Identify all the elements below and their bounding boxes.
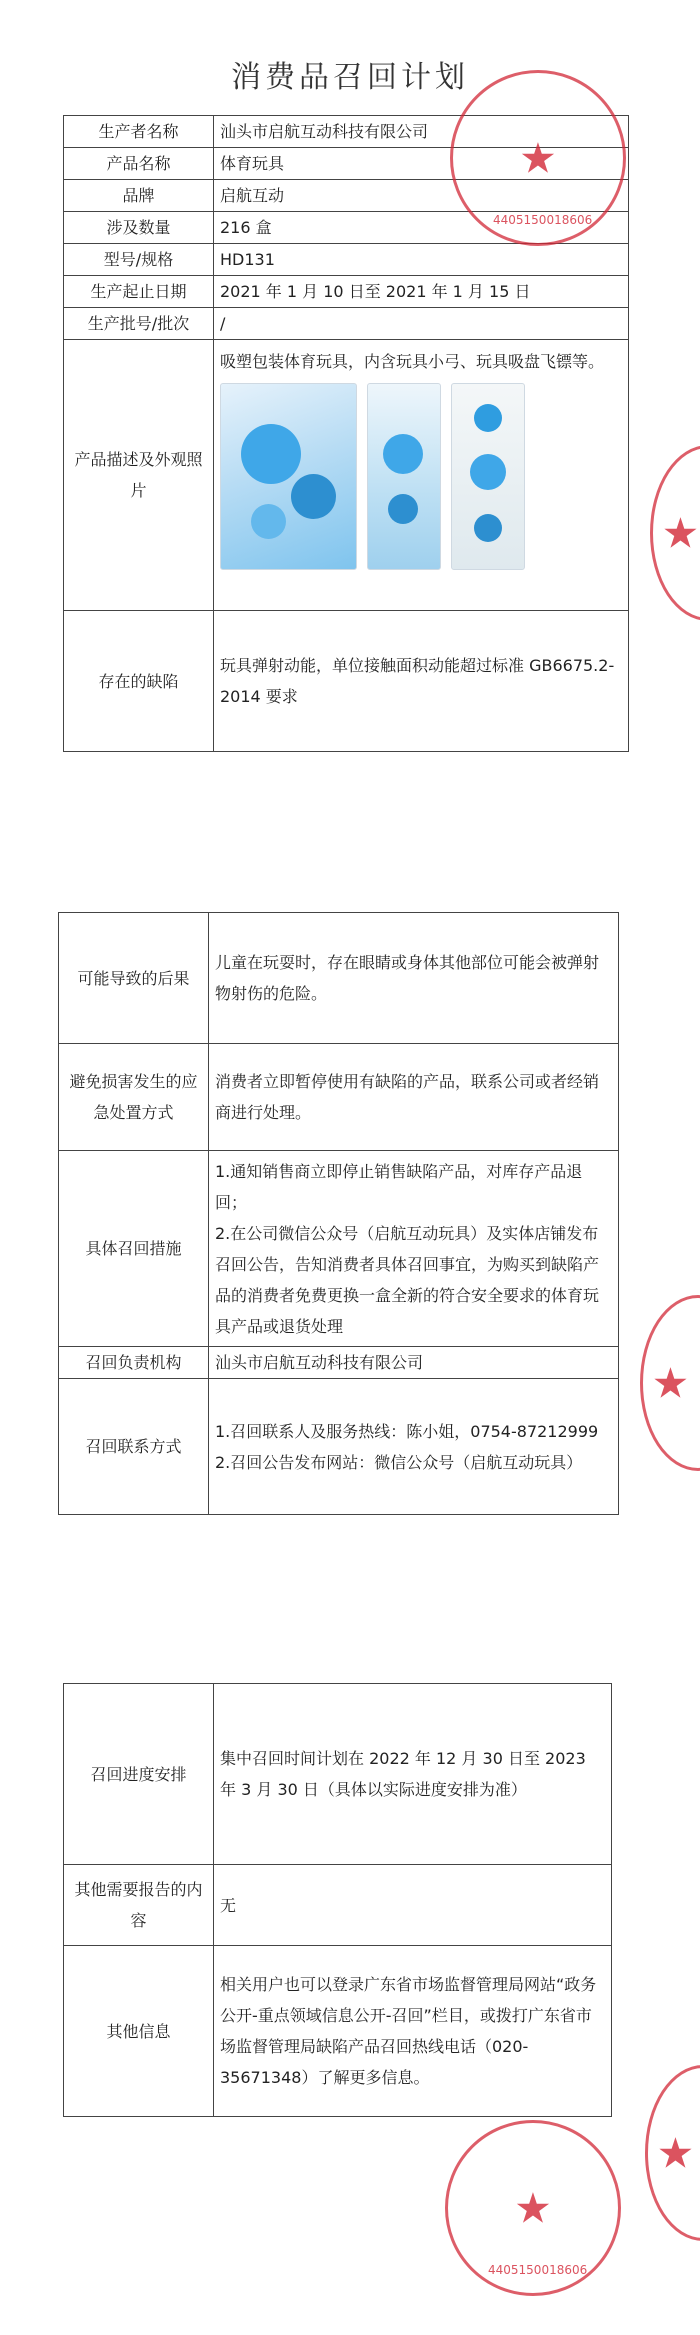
field-label: 避免损害发生的应急处置方式 <box>59 1044 209 1151</box>
product-photos <box>220 377 622 580</box>
description-text: 吸塑包装体育玩具，内含玩具小弓、玩具吸盘飞镖等。 <box>220 352 605 371</box>
model-value: HD131 <box>214 244 629 276</box>
field-label: 召回联系方式 <box>59 1379 209 1515</box>
manufacturer-value: 汕头市启航互动科技有限公司 <box>214 116 629 148</box>
report-value: 无 <box>214 1865 612 1946</box>
table-row <box>59 913 619 1044</box>
table-row <box>59 1151 619 1347</box>
table-row <box>64 244 629 276</box>
defect-value: 玩具弹射动能，单位接触面积动能超过标准 GB6675.2-2014 要求 <box>214 611 629 752</box>
field-label: 召回负责机构 <box>59 1347 209 1379</box>
emergency-value: 消费者立即暂停使用有缺陷的产品，联系公司或者经销商进行处理。 <box>209 1044 619 1151</box>
other-info-value: 相关用户也可以登录广东省市场监督管理局网站“政务公开-重点领域信息公开-召回”栏目，或拨打广东省市场监督管理局缺陷产品召回热线电话（020-35671348）了解更多信息。 <box>214 1946 612 2117</box>
field-label: 产品名称 <box>64 148 214 180</box>
company-seal-stamp-edge: ★ <box>645 2065 700 2241</box>
recall-schedule-table <box>63 1683 612 2117</box>
field-label: 品牌 <box>64 180 214 212</box>
table-row <box>64 340 629 611</box>
field-label: 生产起止日期 <box>64 276 214 308</box>
table-row <box>59 1347 619 1379</box>
page-title: 消费品召回计划 <box>231 60 469 95</box>
product-photo-side <box>367 383 441 570</box>
field-label: 产品描述及外观照片 <box>64 340 214 611</box>
field-label: 涉及数量 <box>64 212 214 244</box>
table-row <box>64 1865 612 1946</box>
company-seal-stamp-edge: ★ <box>640 1295 700 1471</box>
brand-value: 启航互动 <box>214 180 629 212</box>
table-row <box>59 1044 619 1151</box>
field-label: 其他需要报告的内容 <box>64 1865 214 1946</box>
seal-number: 4405150018606 <box>493 213 593 227</box>
consequence-value: 儿童在玩耍时，存在眼睛或身体其他部位可能会被弹射物射伤的危险。 <box>209 913 619 1044</box>
table-row <box>64 1946 612 2117</box>
batch-value: / <box>214 308 629 340</box>
product-name-value: 体育玩具 <box>214 148 629 180</box>
production-dates-value: 2021 年 1 月 10 日至 2021 年 1 月 15 日 <box>214 276 629 308</box>
contact-line-2: 2.召回公告发布网站：微信公众号（启航互动玩具） <box>215 1452 583 1472</box>
field-label: 存在的缺陷 <box>64 611 214 752</box>
field-label: 生产者名称 <box>64 116 214 148</box>
schedule-value: 集中召回时间计划在 2022 年 12 月 30 日至 2023 年 3 月 30 日（具体以实际进度安排为准） <box>214 1684 612 1865</box>
contact-line-1: 1.召回联系人及服务热线：陈小姐，0754-87212999 <box>215 1421 599 1441</box>
company-seal-stamp: ★ 4405150018606 <box>450 70 626 246</box>
field-label: 具体召回措施 <box>59 1151 209 1347</box>
field-label: 型号/规格 <box>64 244 214 276</box>
table-row <box>59 1379 619 1515</box>
product-photo-back <box>451 383 525 570</box>
company-seal-stamp-edge: ★ <box>650 445 700 621</box>
field-label: 生产批号/批次 <box>64 308 214 340</box>
measure-item-1: 1.通知销售商立即停止销售缺陷产品，对库存产品退回； <box>215 1161 583 1212</box>
field-label: 召回进度安排 <box>64 1684 214 1865</box>
recall-measures-table <box>58 912 619 1515</box>
quantity-value: 216 盒 <box>214 212 629 244</box>
measure-item-2: 2.在公司微信公众号（启航互动玩具）及实体店铺发布召回公告，告知消费者具体召回事宜，为购买到缺陷产品的消费者免费更换一盒全新的符合安全要求的体育玩具产品或退货处理 <box>215 1223 600 1336</box>
product-photo-front <box>220 383 357 570</box>
table-row <box>64 308 629 340</box>
seal-number: 4405150018606 <box>488 2263 588 2277</box>
field-label: 可能导致的后果 <box>59 913 209 1044</box>
table-row <box>64 276 629 308</box>
field-label: 其他信息 <box>64 1946 214 2117</box>
table-row <box>64 611 629 752</box>
table-row <box>64 1684 612 1865</box>
responsible-value: 汕头市启航互动科技有限公司 <box>209 1347 619 1379</box>
company-seal-stamp: ★ 4405150018606 <box>445 2120 621 2296</box>
